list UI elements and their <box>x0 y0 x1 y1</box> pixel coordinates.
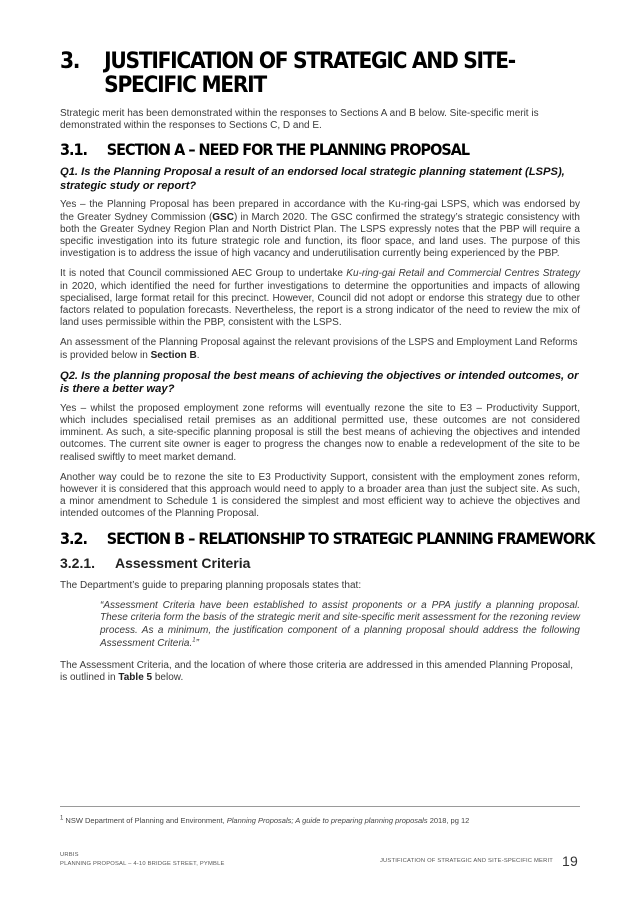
section-3-2-title: SECTION B – RELATIONSHIP TO STRATEGIC PLANNING FRAMEWORK <box>106 528 595 548</box>
assessment-text-b: below. <box>152 672 184 684</box>
page-number: 19 <box>562 853 578 869</box>
quote-text: “Assessment Criteria have been established to assist proponents or a PPA justify a planning proposal. These criteria form the basis of the strategic merit and site-specific merit assessment for the rezoning review process. As a minimum, the justification component of a planning proposal should address the following Assessment Criteria. <box>100 599 580 649</box>
q1-paragraph-3 <box>60 337 580 361</box>
section-3-2-1-heading <box>60 555 580 572</box>
q1-p3-text-b: . <box>196 349 200 361</box>
footer-left <box>60 851 225 869</box>
footnote-ref[interactable]: 1 <box>192 637 196 644</box>
section-3-2-1-title: Assessment Criteria <box>115 554 251 571</box>
strategy-title: Ku-ring-gai Retail and Commercial Centres Strategy <box>346 268 580 280</box>
quote-close: ” <box>195 637 199 649</box>
section-3-1-heading <box>60 140 528 160</box>
footnote-title: Planning Proposals; A guide to preparing planning proposals <box>226 816 428 825</box>
section-3-2-1-number: 3.2.1. <box>60 554 96 571</box>
footnote-text-a: NSW Department of Planning and Environment, <box>63 816 227 825</box>
section-3-number: 3. <box>60 49 80 74</box>
assessment-paragraph <box>60 660 580 684</box>
section-3-title: JUSTIFICATION OF STRATEGIC AND SITE-SPECIFIC MERIT <box>104 49 515 98</box>
footer-section-title: JUSTIFICATION OF STRATEGIC AND SITE-SPECIFIC MERIT <box>379 858 554 864</box>
footnote-number: 1 <box>60 815 64 822</box>
q1-p3-text-a: An assessment of the Planning Proposal against the relevant provisions of the LSPS and Employment Land Reforms is provided below in <box>60 337 578 361</box>
section-3-heading <box>60 50 538 98</box>
section-b-reference: Section B <box>150 349 197 361</box>
footnote-divider <box>60 806 580 807</box>
q1-p2-text-a: It is noted that Council commissioned AEC Group to undertake <box>60 268 347 280</box>
q1-paragraph-1 <box>60 199 580 260</box>
question-1: Q1. Is the Planning Proposal a result of an endorsed local strategic planning statement (LSPS), strategic study or report? <box>60 166 565 192</box>
section-3-1-number: 3.1. <box>60 140 88 160</box>
q1-paragraph-2 <box>60 268 580 329</box>
q1-p1-text-a: Yes – the Planning Proposal has been prepared in accordance with the Ku-ring-gai LSPS, which was endorsed by the Greater Sydney Commission ( <box>60 199 580 223</box>
q2-paragraph-2: Another way could be to rezone the site to E3 Productivity Support, consistent with the employment zones reform, however it is considered that this approach would need to apply to a broader area than just the subject site. As such, a minor amendment to Schedule 1 is considered the simplest and most efficient way to achieve the objectives and intended outcomes of the Planning Proposal. <box>60 471 580 520</box>
section-3-2-heading <box>60 528 595 549</box>
guide-quote <box>100 600 580 650</box>
footnote <box>60 816 469 825</box>
gsc-abbrev: GSC <box>212 211 234 223</box>
footer-document-title: PLANNING PROPOSAL – 4-10 BRIDGE STREET, PYMBLE <box>60 861 225 867</box>
footnote-text-b: 2018, pg 12 <box>427 816 470 825</box>
q1-p2-text-b: in 2020, which identified the need for further investigations to determine the opportunities and impacts of allowing specialised, large format retail for this precinct. However, Council did not adopt or endorse this strategy due to other factors related to population forecasts. Nevertheless, the report is a strong indicator of the need to review the mix of land uses permissible within the PBP, consistent with the LSPS. <box>60 280 580 329</box>
section-3-intro: Strategic merit has been demonstrated within the responses to Sections A and B below. Site-specific merit is demonstrated within the responses to Sections C, D and E. <box>60 108 539 132</box>
footer-brand: URBIS <box>60 852 79 858</box>
assessment-text-a: The Assessment Criteria, and the location of where those criteria are addressed in this amended Planning Proposal, is outlined in <box>60 660 574 684</box>
section-3-2-number: 3.2. <box>60 528 88 548</box>
q1-p1-text-b: ) in March 2020. The GSC confirmed the strategy’s strategic consistency with both the Greater Sydney Region Plan and North District Plan. The LSPS expressly notes that the PBP will require a specific investigation into its future strategic role and function, its floor space, and land uses. The purpose of this investigation is to address the issue of high vacancy and underutilisation currently being experienced by the PBP. <box>60 211 580 260</box>
footer-right <box>380 853 578 869</box>
question-2: Q2. Is the planning proposal the best means of achieving the objectives or intended outcomes, or is there a better way? <box>60 369 579 396</box>
table-5-reference: Table 5 <box>118 672 153 684</box>
page-content <box>60 49 595 693</box>
section-3-1-title: SECTION A – NEED FOR THE PLANNING PROPOSAL <box>106 140 470 160</box>
q2-paragraph-1: Yes – whilst the proposed employment zone reforms will eventually rezone the site to E3 – Productivity Support, which includes specialised retail premises as an additional permitted use, these outcomes are not considered imminent. As such, a site-specific planning proposal is still the best means of achieving the objectives and intended outcomes. The current site owner is eager to progress the changes now to enable a redevelopment of the site to be realised swiftly to meet market demand. <box>60 402 580 463</box>
guide-intro: The Department’s guide to preparing planning proposals states that: <box>60 579 362 591</box>
